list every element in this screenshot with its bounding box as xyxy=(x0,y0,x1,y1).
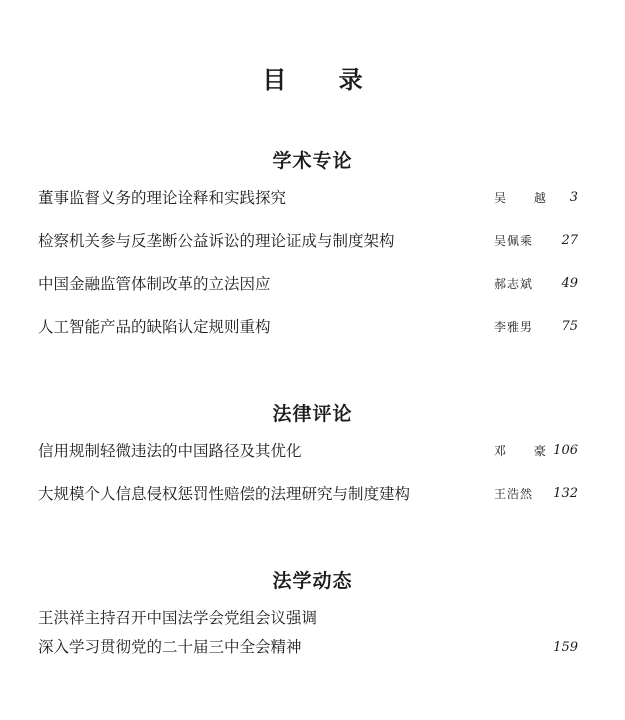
entry-page: 106 xyxy=(553,443,578,458)
section-heading-legal-review: 法律评论 xyxy=(272,403,353,425)
toc-entry[interactable] xyxy=(38,482,578,506)
entry-author: 邓 豪 xyxy=(494,444,558,458)
entry-title: 中国金融监管体制改革的立法因应 xyxy=(38,275,271,293)
toc-entry[interactable] xyxy=(38,186,578,210)
entry-page: 3 xyxy=(569,190,578,205)
entry-title: 检察机关参与反垄断公益诉讼的理论证成与制度架构 xyxy=(38,232,395,250)
entry-title-line: 王洪祥主持召开中国法学会党组会议强调 xyxy=(38,609,318,627)
toc-entry[interactable] xyxy=(38,315,578,339)
entry-page: 159 xyxy=(553,640,578,655)
entry-author: 李雅男 xyxy=(494,320,534,334)
entry-author: 吴佩乘 xyxy=(494,234,534,248)
entry-title: 人工智能产品的缺陷认定规则重构 xyxy=(38,318,271,336)
entry-page: 75 xyxy=(561,319,578,334)
section-heading-legal-news: 法学动态 xyxy=(272,570,353,592)
entry-title: 信用规制轻微违法的中国路径及其优化 xyxy=(38,442,302,460)
entry-page: 132 xyxy=(553,486,578,501)
entry-author: 吴 越 xyxy=(494,191,558,205)
entry-title-line: 深入学习贯彻党的二十届三中全会精神 xyxy=(38,638,302,656)
section-heading-academic: 学术专论 xyxy=(272,150,353,172)
toc-entry[interactable] xyxy=(38,604,578,662)
entry-author: 郝志斌 xyxy=(494,277,534,291)
toc-entry[interactable] xyxy=(38,229,578,253)
entry-title: 大规模个人信息侵权惩罚性赔偿的法理研究与制度建构 xyxy=(38,485,411,503)
page-title: 目 录 xyxy=(262,65,385,94)
toc-entry[interactable] xyxy=(38,439,578,463)
entry-author: 王浩然 xyxy=(494,487,534,501)
entry-page: 49 xyxy=(561,276,578,291)
toc-entry[interactable] xyxy=(38,272,578,296)
entry-page: 27 xyxy=(561,233,578,248)
entry-title: 董事监督义务的理论诠释和实践探究 xyxy=(38,189,287,207)
